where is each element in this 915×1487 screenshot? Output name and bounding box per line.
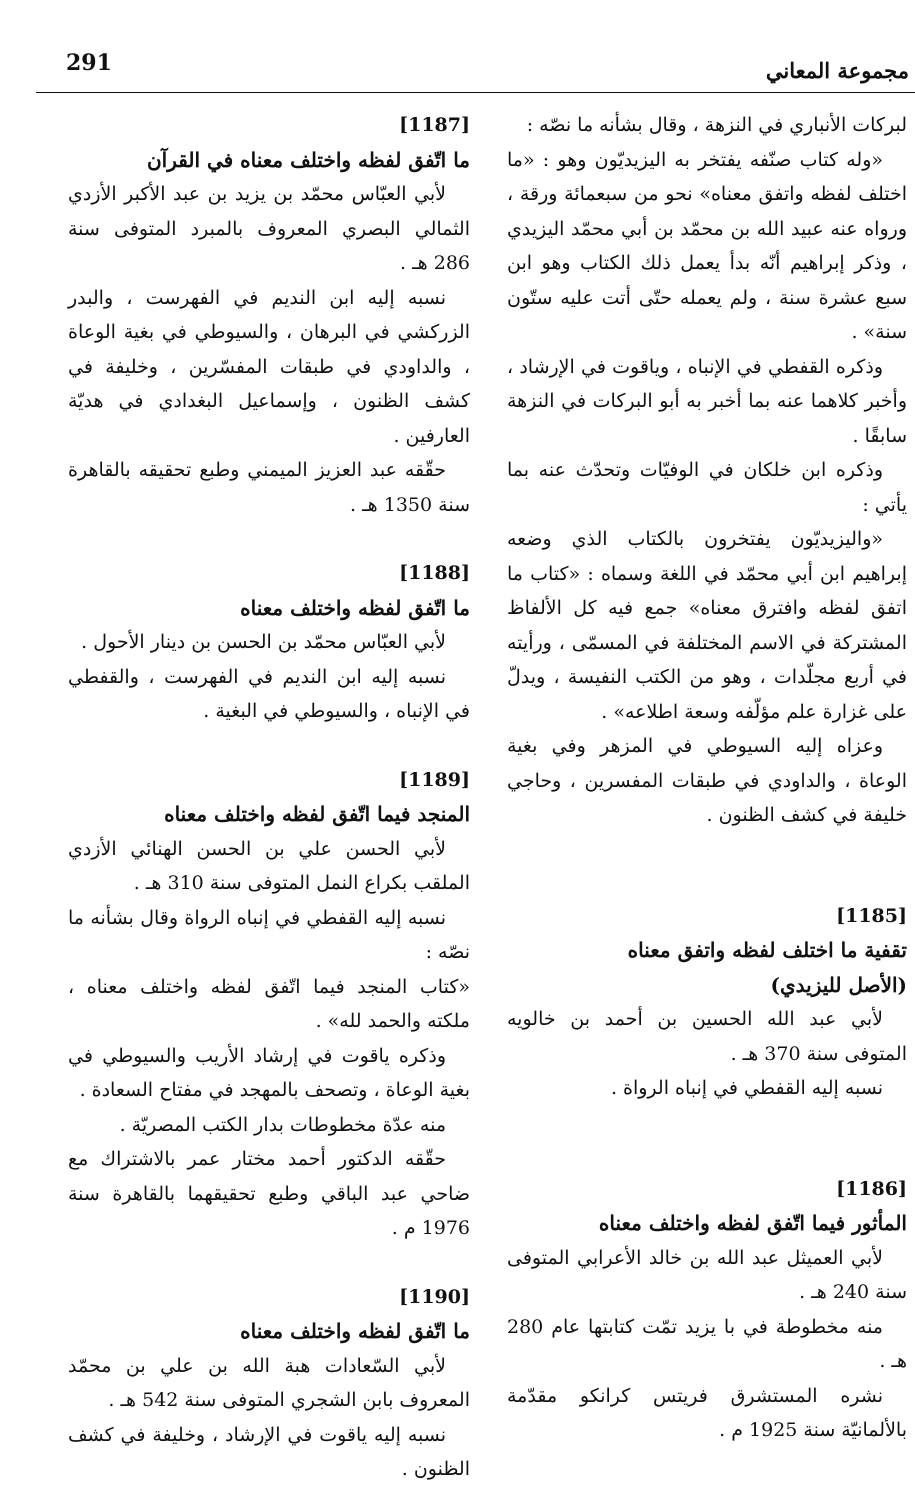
entry-note: وذكره ياقوت في إرشاد الأريب والسيوطي في بغية الوعاة ، وتصحف بالمهجد في مفتاح السعادة .	[68, 1044, 470, 1101]
page-number: 291	[66, 50, 112, 76]
entry-note: نسبه إليه القفطي في إنباه الرواة وقال بشأنه ما نصّه :	[68, 906, 470, 963]
entry-title: ما اتّفق لفظه واختلف معناه في القرآن	[146, 147, 470, 172]
entry-note: نسبه إليه ابن النديم في الفهرست ، والقفطي في الإنباه ، والسيوطي في البغية .	[68, 665, 470, 722]
header-rule	[36, 92, 915, 93]
entry-title: تقفية ما اختلف لفظه واتفق معناه	[627, 938, 907, 962]
entry-note: نسبه إليه ياقوت في الإرشاد ، وخليفة في كشف الظنون .	[68, 1423, 470, 1480]
entry-title: المأثور فيما اتّفق لفظه واختلف معناه	[598, 1211, 907, 1235]
entry-author: لأبي العميثل عبد الله بن خالد الأعرابي المتوفى سنة 240 هـ .	[507, 1246, 907, 1303]
entry-subtitle: (الأصل لليزيدي)	[770, 972, 907, 997]
quote-paragraph: «وله كتاب صنّفه يفتخر به اليزيديّون وهو : «ما اختلف لفظه واتفق معناه» نحو من سبعمائة ورقة ، ورواه عنه عبيد الله بن محمّد بن أبي محمّد اليزيدي ، وذكر إبراهيم أنّه بدأ يعمل ذلك الكتاب وهو ابن سبع عشرة سنة ، ولم يعمله حتّى أتت عليه ستّون سنة» .	[507, 148, 907, 343]
entry-author: لأبي العبّاس محمّد بن الحسن بن دينار الأحول .	[81, 631, 446, 653]
entry-title: ما اتّفق لفظه واختلف معناه	[240, 1319, 470, 1343]
entry-author: لأبي الحسن علي بن الحسن الهنائي الأزدي الملقب بكراع النمل المتوفى سنة 310 هـ .	[68, 837, 470, 894]
paragraph: لبركات الأنباري في النزهة ، وقال بشأنه ما نصّه :	[526, 114, 907, 136]
paragraph: وعزاه إليه السيوطي في المزهر وفي بغية الوعاة ، والداودي في طبقات المفسرين ، وحاجي خليفة في كشف الظنون .	[507, 735, 907, 826]
quote-paragraph: «واليزيديّون يفتخرون بالكتاب الذي وضعه إبراهيم ابن أبي محمّد في اللغة وسماه : «كتاب ما اتفق لفظه وافترق معناه» جمع فيه كل الألفاظ المشتركة في الاسم المختلفة في المسمّى ، ورأيته في أربع مجلّدات ، وهو من الكتب النفيسة ، ويدلّ على غزارة علم مؤلّفه وسعة اطلاعه» .	[507, 528, 907, 723]
entry-1186	[507, 1172, 907, 1448]
entry-title: ما اتّفق لفظه واختلف معناه	[240, 595, 470, 620]
entry-number: [1185]	[836, 904, 907, 927]
paragraph: وذكره القفطي في الإنباه ، وياقوت في الإرشاد ، وأخبر كلاهما عنه بما أخبر به أبو البركات في النزهة سابقًا .	[507, 355, 907, 447]
entry-1190	[68, 1280, 470, 1487]
entry-note: نسبه إليه ابن النديم في الفهرست ، والبدر الزركشي في البرهان ، والسيوطي في بغية الوعاة ، والداودي في طبقات المفسّرين ، وخليفة في كشف الظنون ، وإسماعيل البغدادي في هديّة العارفين .	[68, 286, 470, 447]
entry-number: [1189]	[399, 768, 470, 791]
entry-1185	[507, 899, 907, 1106]
entry-note: حقّقه عبد العزيز الميمني وطبع تحقيقه بالقاهرة سنة 1350 هـ .	[68, 459, 470, 516]
entry-author: لأبي السّعادات هبة الله بن علي بن محمّد المعروف بابن الشجري المتوفى سنة 542 هـ .	[68, 1354, 470, 1411]
entry-note: منه عدّة مخطوطات بدار الكتب المصريّة .	[119, 1113, 446, 1136]
entry-note: منه مخطوطة في با يزيد تمّت كتابتها عام 280 هـ .	[507, 1315, 907, 1372]
entry-note: نسبه إليه القفطي في إنباه الرواة .	[610, 1077, 883, 1099]
entry-author: لأبي العبّاس محمّد بن يزيد بن عبد الأكبر الأزدي الثمالي البصري المعروف بالمبرد المتوفى سنة 286 هـ .	[68, 183, 470, 274]
paragraph: وذكره ابن خلكان في الوفيّات وتحدّث عنه بما يأتي :	[507, 459, 907, 516]
entry-number: [1188]	[399, 562, 470, 584]
entry-1187	[68, 108, 470, 522]
entry-1188	[68, 556, 470, 729]
entry-note: حقّقه الدكتور أحمد مختار عمر بالاشتراك مع ضاحي عبد الباقي وطبع تحقيقهما بالقاهرة سنة 1976 م .	[68, 1148, 470, 1239]
entry-number: [1186]	[836, 1177, 907, 1200]
entry-title: المنجد فيما اتّفق لفظه واختلف معناه	[164, 802, 470, 826]
entry-quote: «كتاب المنجد فيما اتّفق لفظه واختلف معناه ، ملكته والحمد لله» .	[68, 975, 470, 1032]
entry-note: نشره المستشرق فريتس كرانكو مقدّمة بالألمانيّة سنة 1925 م .	[507, 1384, 907, 1441]
entry-1189	[68, 763, 470, 1246]
entry-number: [1187]	[399, 114, 470, 136]
right-column	[507, 108, 907, 1448]
entry-author: لأبي عبد الله الحسين بن أحمد بن خالويه المتوفى سنة 370 هـ .	[507, 1008, 907, 1065]
entry-number: [1190]	[399, 1285, 470, 1308]
left-column	[68, 108, 470, 1487]
running-head: مجموعة المعاني	[765, 58, 909, 83]
